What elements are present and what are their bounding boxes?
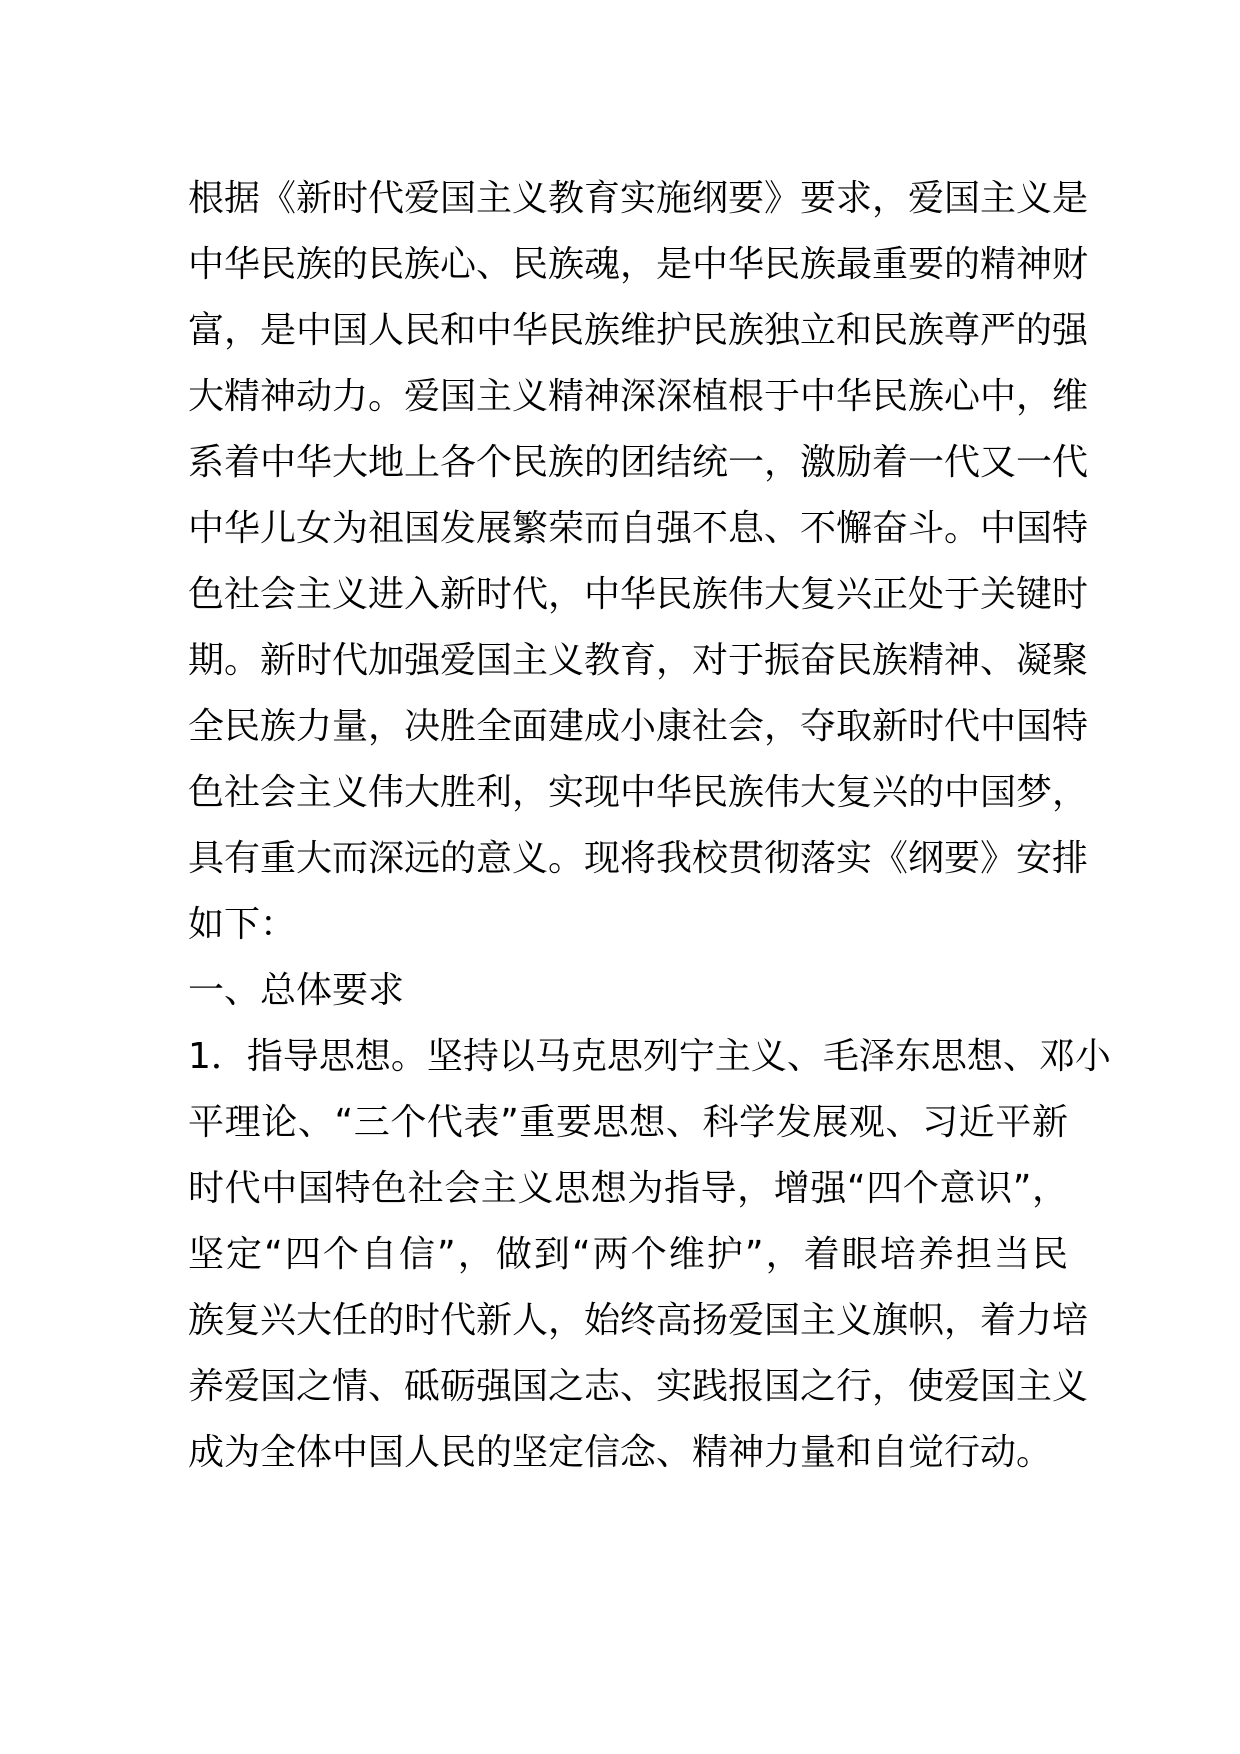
paragraph-line: 中华民族的民族心、民族魂，是中华民族最重要的精神财	[188, 244, 1089, 285]
paragraph-line: 养爱国之情、砥砺强国之志、实践报国之行，使爱国主义	[188, 1366, 1089, 1407]
paragraph-line: 根据《新时代爱国主义教育实施纲要》要求，爱国主义是	[188, 178, 1089, 219]
document-body	[188, 166, 1111, 1486]
paragraph-line: 族复兴大任的时代新人，始终高扬爱国主义旗帜，着力培	[188, 1300, 1089, 1341]
guiding-ideology-paragraph	[188, 1024, 1111, 1486]
paragraph-line: 中华儿女为祖国发展繁荣而自强不息、不懈奋斗。中国特	[188, 508, 1089, 549]
paragraph-line: 系着中华大地上各个民族的团结统一，激励着一代又一代	[188, 442, 1089, 483]
paragraph-line: 全民族力量，决胜全面建成小康社会，夺取新时代中国特	[188, 706, 1089, 747]
paragraph-line: 1．指导思想。坚持以马克思列宁主义、毛泽东思想、邓小	[188, 1036, 1111, 1077]
paragraph-line: 坚定“四个自信”，做到“两个维护”，着眼培养担当民	[188, 1234, 1068, 1275]
intro-paragraph	[188, 166, 1089, 958]
paragraph-line: 色社会主义进入新时代，中华民族伟大复兴正处于关键时	[188, 574, 1089, 615]
paragraph-line: 大精神动力。爱国主义精神深深植根于中华民族心中，维	[188, 376, 1089, 417]
paragraph-line: 具有重大而深远的意义。现将我校贯彻落实《纲要》安排	[188, 838, 1089, 879]
paragraph-line: 成为全体中国人民的坚定信念、精神力量和自觉行动。	[188, 1432, 1053, 1473]
paragraph-line: 平理论、“三个代表”重要思想、科学发展观、习近平新	[188, 1102, 1068, 1143]
section-heading: 一、总体要求	[188, 970, 405, 1011]
paragraph-line: 富，是中国人民和中华民族维护民族独立和民族尊严的强	[188, 310, 1089, 351]
paragraph-line: 时代中国特色社会主义思想为指导，增强“四个意识”，	[188, 1168, 1068, 1209]
paragraph-line: 期。新时代加强爱国主义教育，对于振奋民族精神、凝聚	[188, 640, 1089, 681]
paragraph-line: 色社会主义伟大胜利，实现中华民族伟大复兴的中国梦，	[188, 772, 1089, 813]
paragraph-line: 如下：	[188, 904, 297, 945]
